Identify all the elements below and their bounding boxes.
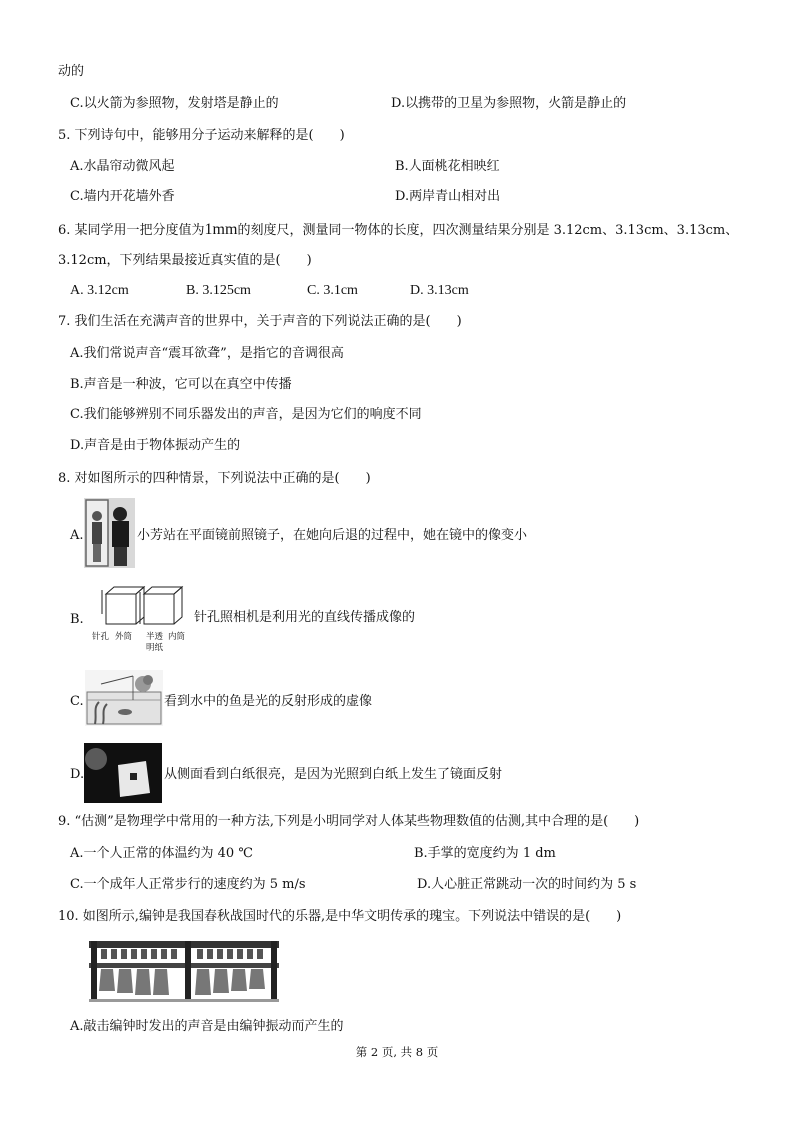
q9-option-c: C.一个成年人正常步行的速度约为 5 m/s	[70, 877, 306, 892]
mirror-girl-image	[84, 498, 135, 568]
q6-stem-part1: 6. 某同学用一把分度值为	[58, 223, 205, 238]
q6-stem-line2: 3.12cm，下列结果最接近真实值的是( )	[58, 253, 312, 268]
q6-option-b: B. 3.125cm	[186, 283, 251, 298]
q8-c-label: C.	[70, 694, 84, 709]
q7-option-c: C.我们能够辨别不同乐器发出的声音，是因为它们的响度不同	[70, 407, 422, 422]
q6-unit-mm: 1mm	[204, 221, 238, 238]
camera-label-outer: 外筒	[115, 632, 133, 642]
q9-option-d: D.人心脏正常跳动一次的时间约为 5 s	[417, 877, 637, 892]
camera-label-semi1: 半透	[146, 632, 164, 642]
q9-option-b: B.手掌的宽度约为 1 dm	[414, 846, 556, 861]
q8-d-label: D.	[70, 767, 85, 782]
q9-option-a: A.一个人正常的体温约为 40 ℃	[70, 846, 253, 861]
fishing-tank-image	[85, 670, 163, 726]
camera-label-inner: 内筒	[168, 632, 186, 642]
q8-a-text: 小芳站在平面镜前照镜子，在她向后退的过程中，她在镜中的像变小	[137, 528, 528, 543]
q6-stem-part2: 的刻度尺，测量同一物体的长度，四次测量结果分别是 3.12cm、3.13cm、3.13cm、	[237, 223, 739, 238]
q9-stem: 9. “估测”是物理学中常用的一种方法,下列是小明同学对人体某些物理数值的估测,其中合理的是( )	[58, 814, 640, 829]
q7-option-b: B.声音是一种波，它可以在真空中传播	[70, 377, 292, 392]
q5-option-b: B.人面桃花相映红	[395, 159, 500, 174]
q7-option-d: D.声音是由于物体振动产生的	[70, 438, 241, 453]
q7-stem: 7. 我们生活在充满声音的世界中，关于声音的下列说法正确的是( )	[58, 314, 462, 329]
q5-stem: 5. 下列诗句中，能够用分子运动来解释的是( )	[58, 128, 345, 143]
q8-c-text: 看到水中的鱼是光的反射形成的虚像	[164, 694, 373, 709]
q6-option-a: A. 3.12cm	[70, 283, 129, 298]
q5-option-a: A.水晶帘动微风起	[70, 159, 175, 174]
q6-stem-line1	[58, 221, 738, 240]
q10-stem: 10. 如图所示,编钟是我国春秋战国时代的乐器,是中华文明传承的瑰宝。下列说法中错误的是( )	[58, 909, 622, 924]
q7-option-a: A.我们常说声音“震耳欲聋”，是指它的音调很高	[70, 346, 344, 361]
q8-d-text: 从侧面看到白纸很亮，是因为光照到白纸上发生了镜面反射	[164, 767, 503, 782]
q6-option-d: D. 3.13cm	[410, 283, 469, 298]
q5-option-c: C.墙内开花墙外香	[70, 189, 175, 204]
q6-option-c: C. 3.1cm	[307, 283, 358, 298]
q8-a-label: A.	[70, 528, 84, 543]
pinhole-camera-diagram	[90, 584, 190, 636]
q4-option-c: C.以火箭为参照物，发射塔是静止的	[70, 96, 279, 111]
q8-stem: 8. 对如图所示的四种情景，下列说法中正确的是( )	[58, 471, 371, 486]
camera-label-pinhole: 针孔	[92, 632, 110, 642]
page-footer: 第 2 页, 共 8 页	[355, 1045, 439, 1059]
q8-b-label: B.	[70, 612, 84, 627]
q5-option-d: D.两岸青山相对出	[395, 189, 501, 204]
q4-option-d: D.以携带的卫星为参照物，火箭是静止的	[391, 96, 627, 111]
camera-label-semi2: 明纸	[146, 643, 164, 653]
q8-b-text: 针孔照相机是利用光的直线传播成像的	[194, 610, 416, 625]
bianzhong-bells-image	[85, 935, 283, 1005]
q4-stem-tail: 动的	[58, 64, 85, 79]
white-paper-image	[84, 743, 162, 803]
q10-option-a: A.敲击编钟时发出的声音是由编钟振动而产生的	[70, 1019, 344, 1034]
